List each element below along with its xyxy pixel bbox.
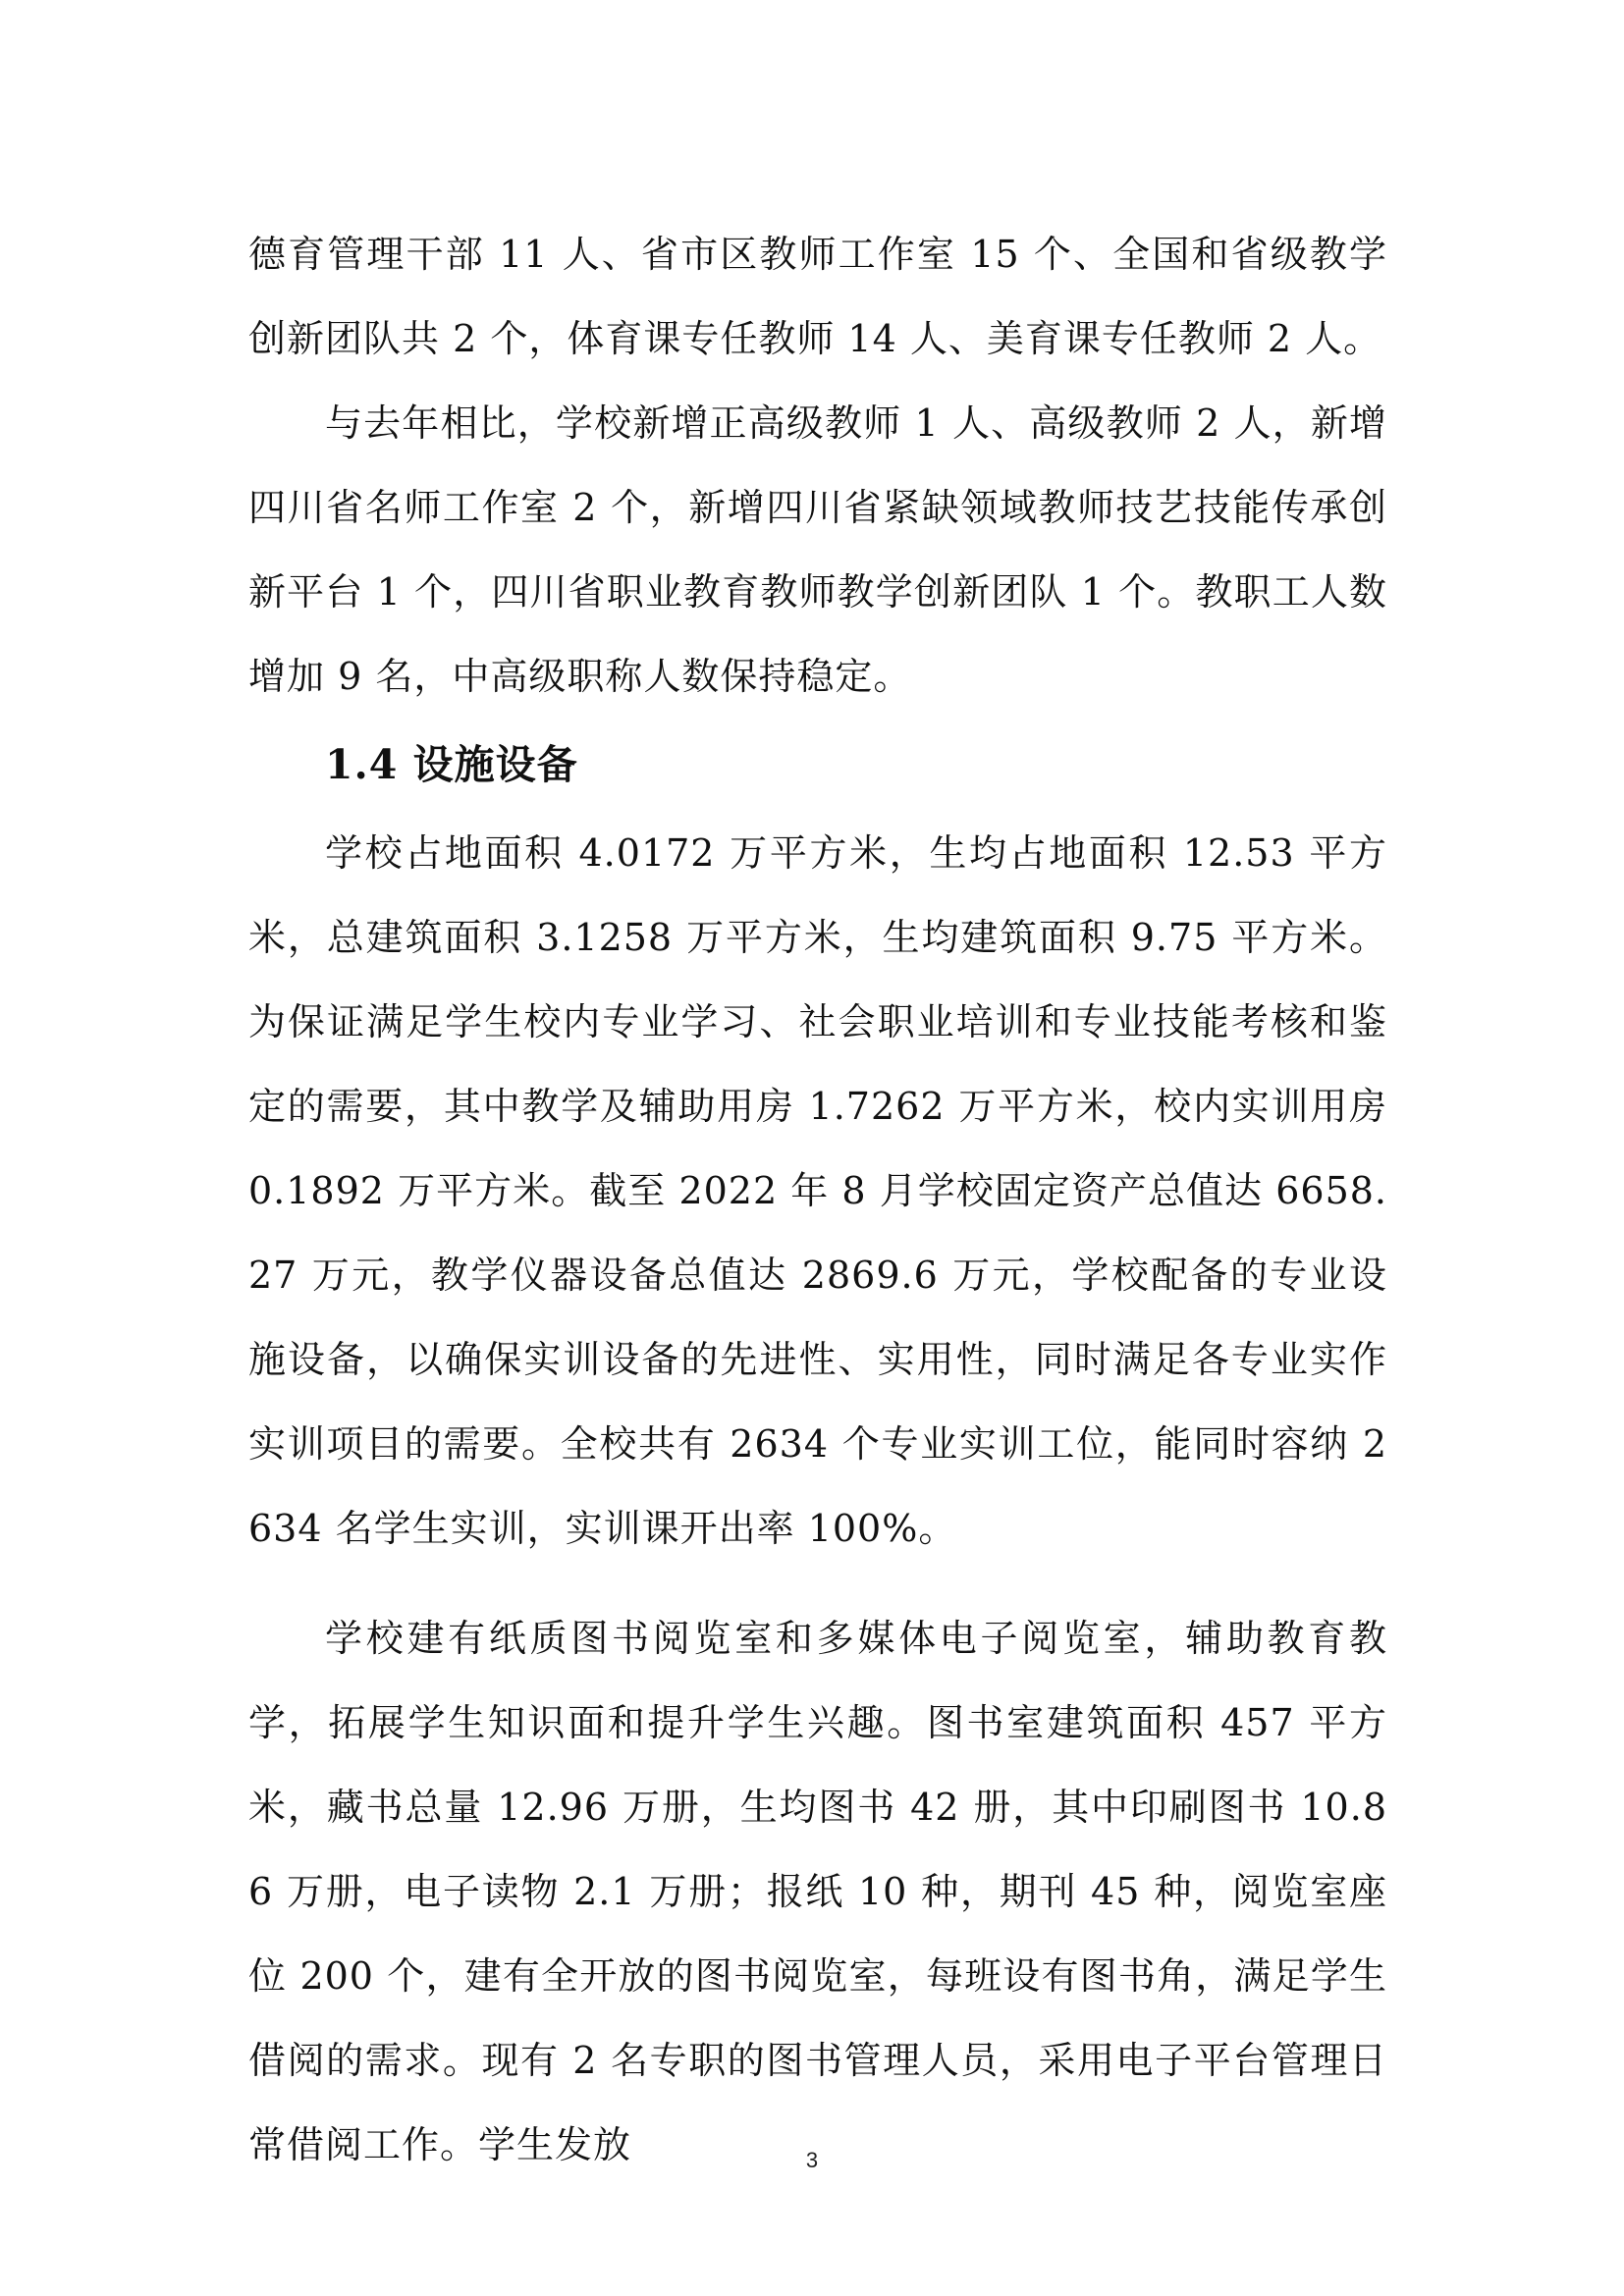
paragraph-staff-changes: 与去年相比，学校新增正高级教师 1 人、高级教师 2 人，新增四川省名师工作室 2 个，新增四川省紧缺领域教师技艺技能传承创新平台 1 个，四川省职业教育教师教学创新团队 1 个。教职工人数增加 9 名，中高级职称人数保持稳定。 xyxy=(248,401,1387,698)
section-heading-facilities: 1.4 设施设备 xyxy=(325,741,578,788)
paragraph-continued-staff: 德育管理干部 11 人、省市区教师工作室 15 个、全国和省级教学创新团队共 2 个，体育课专任教师 14 人、美育课专任教师 2 人。 xyxy=(248,233,1387,360)
paragraph-library: 学校建有纸质图书阅览室和多媒体电子阅览室，辅助教育教学，拓展学生知识面和提升学生兴趣。图书室建筑面积 457 平方米，藏书总量 12.96 万册，生均图书 42 册，其中印刷图书 10.86 万册，电子读物 2.1 万册；报纸 10 种，期刊 45 种，阅览室座位 200 个，建有全开放的图书阅览室，每班设有图书角，满足学生借阅的需求。现有 2 名专职的图书管理人员，采用电子平台管理日常借阅工作。学生发放 xyxy=(248,1617,1387,2166)
paragraph-campus-area: 学校占地面积 4.0172 万平方米，生均占地面积 12.53 平方米，总建筑面积 3.1258 万平方米，生均建筑面积 9.75 平方米。为保证满足学生校内专业学习、社会职业培训和专业技能考核和鉴定的需要，其中教学及辅助用房 1.7262 万平方米，校内实训用房 0.1892 万平方米。截至 2022 年 8 月学校固定资产总值达 6658.27 万元，教学仪器设备总值达 2869.6 万元，学校配备的专业设施设备，以确保实训设备的先进性、实用性，同时满足各专业实作实训项目的需要。全校共有 2634 个专业实训工位，能同时容纳 2634 名学生实训，实训课开出率 100%。 xyxy=(248,831,1387,1550)
page-body xyxy=(248,212,1387,2187)
page-number: 3 xyxy=(805,2148,819,2172)
